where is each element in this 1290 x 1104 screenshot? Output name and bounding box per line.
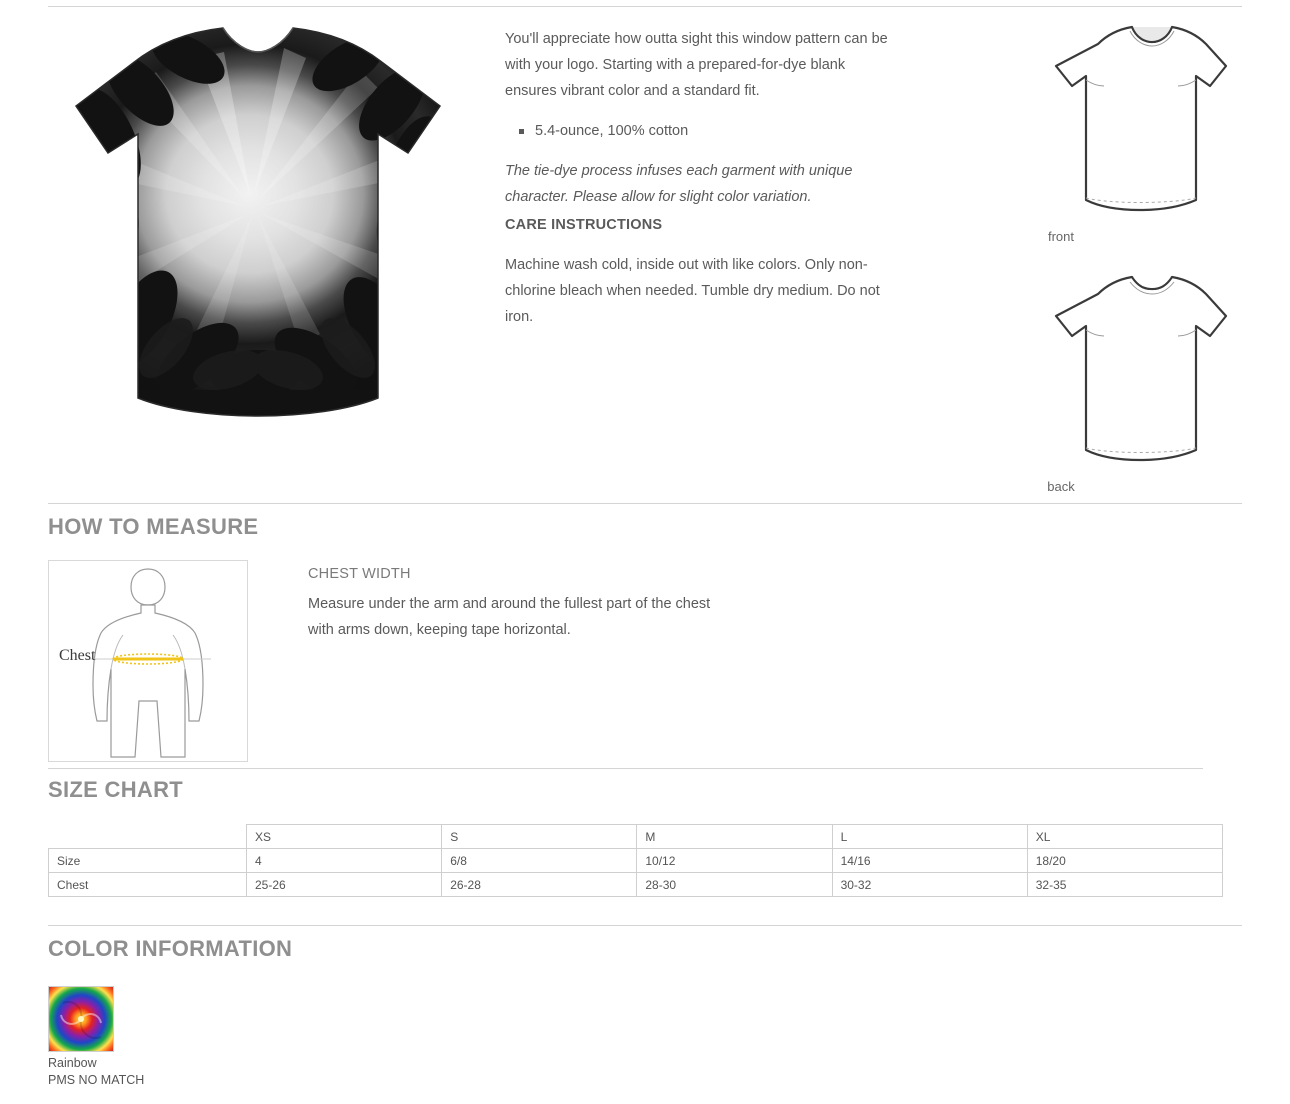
table-row	[49, 849, 1223, 873]
measure-heading: CHEST WIDTH	[308, 566, 411, 582]
tie-dye-rainbow-swatch-icon	[49, 987, 113, 1051]
size-chart-divider	[48, 768, 1203, 769]
row-label-size: Size	[49, 849, 247, 873]
cell-size-l: 14/16	[832, 849, 1027, 873]
tshirt-back-sketch	[1040, 272, 1230, 472]
product-description	[505, 26, 900, 344]
feature-list	[505, 118, 900, 144]
color-information-divider	[48, 925, 1242, 926]
table-row	[49, 873, 1223, 897]
measure-body: Measure under the arm and around the fullest part of the chest with arms down, keeping tape horizontal.	[308, 596, 711, 638]
table-corner-cell	[49, 825, 247, 849]
cell-size-xs: 4	[247, 849, 442, 873]
column-header-s: S	[442, 825, 637, 849]
care-instructions-title: CARE INSTRUCTIONS	[505, 217, 663, 233]
cell-chest-m: 28-30	[637, 873, 832, 897]
cell-size-xl: 18/20	[1027, 849, 1222, 873]
back-sketch-caption: back	[1047, 479, 1075, 494]
product-photo	[48, 18, 468, 418]
cell-size-s: 6/8	[442, 849, 637, 873]
column-header-m: M	[637, 825, 832, 849]
measure-instructions	[308, 566, 738, 643]
column-header-xl: XL	[1027, 825, 1222, 849]
cell-chest-s: 26-28	[442, 873, 637, 897]
care-instructions-text: Machine wash cold, inside out with like colors. Only non-chlorine bleach when needed. Tumble dry medium. Do not iron.	[505, 257, 880, 325]
front-sketch-caption: front	[1047, 229, 1074, 244]
feature-item: 5.4-ounce, 100% cotton	[519, 118, 900, 144]
column-header-xs: XS	[247, 825, 442, 849]
how-to-measure-divider	[48, 503, 1242, 504]
table-header-row	[49, 825, 1223, 849]
size-chart-title: SIZE CHART	[48, 777, 183, 802]
measure-diagram	[48, 560, 248, 762]
top-divider	[48, 6, 1242, 7]
measure-diagram-label: Chest	[59, 647, 96, 664]
size-chart-table	[48, 824, 1223, 897]
cell-chest-l: 30-32	[832, 873, 1027, 897]
color-swatch-rainbow[interactable]	[48, 986, 114, 1052]
cell-chest-xs: 25-26	[247, 873, 442, 897]
tie-dye-tshirt-image	[48, 18, 468, 418]
swatch-pms: PMS NO MATCH	[48, 1073, 145, 1087]
dye-note: The tie-dye process infuses each garment with unique character. Please allow for slight color variation.	[505, 163, 853, 205]
column-header-l: L	[832, 825, 1027, 849]
row-label-chest: Chest	[49, 873, 247, 897]
description-paragraph: You'll appreciate how outta sight this window pattern can be with your logo. Starting with a prepared-for-dye blank ensures vibrant color and a standard fit.	[505, 31, 888, 99]
tshirt-front-sketch	[1040, 22, 1230, 222]
swatch-name: Rainbow	[48, 1056, 97, 1070]
how-to-measure-title: HOW TO MEASURE	[48, 514, 259, 539]
color-information-title: COLOR INFORMATION	[48, 936, 293, 961]
cell-size-m: 10/12	[637, 849, 832, 873]
cell-chest-xl: 32-35	[1027, 873, 1222, 897]
